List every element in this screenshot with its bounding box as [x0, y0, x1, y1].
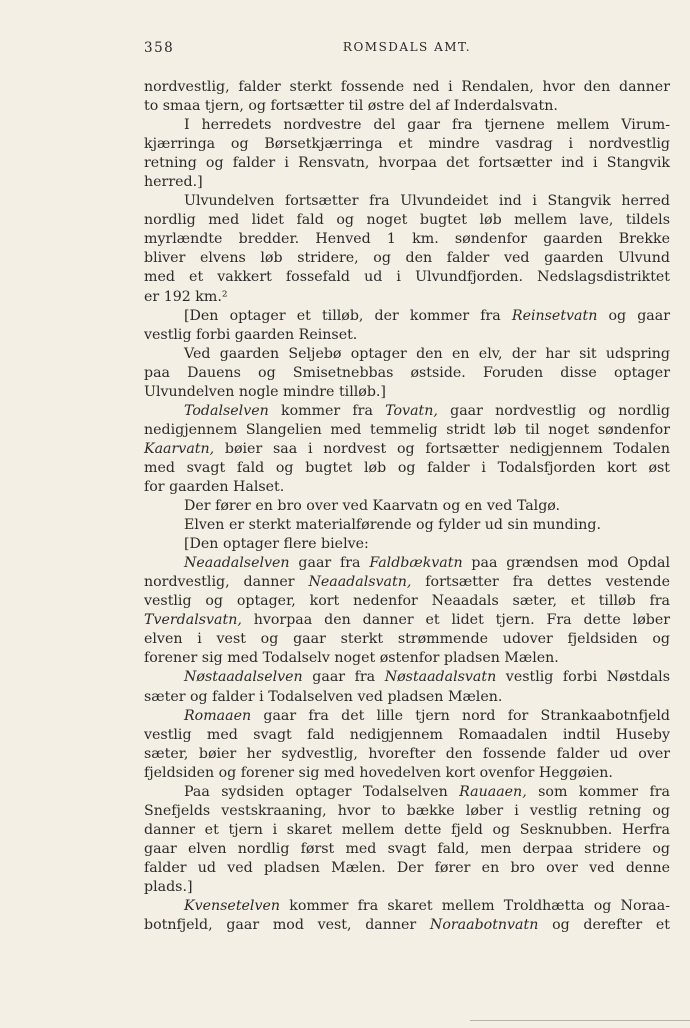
text-line [144, 440, 670, 459]
page-number: 358 [144, 40, 175, 56]
text-run: og gaar [597, 307, 670, 324]
text-line [144, 135, 670, 154]
text-line [144, 859, 670, 878]
text-run: kommer fra [268, 402, 386, 419]
text-line [144, 840, 670, 859]
running-title: ROMSDALS AMT. [342, 40, 472, 54]
italic-name: Nøstaadalsvatn [384, 669, 497, 686]
text-run: og derefter et [538, 917, 670, 934]
text-run: Elven er sterkt materialførende og fylder ud sin munding. [184, 517, 602, 534]
text-run: sæter og falder i Todalselven ved pladsen Mælen. [144, 688, 503, 705]
text-run: Snefjelds vestskraaning, hvor to bække løber i vestlig retning og [144, 802, 670, 819]
text-run: for gaarden Halset. [144, 478, 285, 495]
italic-name: Kaarvatn, [144, 440, 215, 457]
text-line [144, 630, 670, 649]
text-run: to smaa tjern, og fortsætter til østre del af Inderdalsvatn. [144, 98, 558, 115]
text-run: kommer fra skaret mellem Troldhætta og Noraa- [280, 898, 670, 915]
text-run: vestlig forbi Nøstdals [496, 669, 670, 686]
text-run: herred.] [144, 174, 203, 191]
text-run: gaar elven nordlig først med svagt fald, men derpaa stridere og [144, 840, 670, 857]
text-run: paa grændsen mod Opdal [462, 555, 670, 572]
text-line [144, 554, 670, 573]
text-run: paa Dauens og Smisetnebbas østside. Foruden disse optager [144, 364, 670, 381]
text-line [144, 726, 670, 745]
text-line [144, 649, 670, 668]
text-run: gaar nordvestlig og nordlig [437, 402, 670, 419]
text-line [144, 383, 670, 402]
italic-name: Tverdalsvatn, [144, 612, 242, 629]
text-run: falder ud ved pladsen Mælen. Der fører en bro over ved denne [144, 859, 670, 876]
italic-name: Rauaaen, [459, 783, 527, 800]
text-line [144, 116, 670, 135]
text-run: Der fører en bro over ved Kaarvatn og en ved Talgø. [184, 498, 561, 515]
text-line [144, 402, 670, 421]
text-run: botnfjeld, gaar mod vest, danner [144, 917, 430, 934]
body-text [144, 78, 670, 935]
text-run: [Den optager flere bielve: [184, 536, 369, 553]
text-run: nordvestlig, danner [144, 574, 309, 591]
text-run: med et vakkert fossefald ud i Ulvundfjorden. Nedslagsdistriktet [144, 269, 670, 286]
text-line [144, 211, 670, 230]
text-line [144, 916, 670, 935]
text-line [144, 230, 670, 249]
italic-name: Nøstaadalselven [184, 669, 303, 686]
text-line [144, 745, 670, 764]
text-run: Ved gaarden Seljebø optager den en elv, der har sit udspring [184, 345, 670, 362]
text-line [144, 573, 670, 592]
text-run: kjærringa og Børsetkjærringa et mindre vasdrag i nordvestlig [144, 136, 670, 153]
text-run: nordlig med lidet fald og noget bugtet løb mellem lave, tildels [144, 212, 670, 229]
italic-name: Todalselven [184, 402, 269, 419]
text-line [144, 173, 670, 192]
text-run: Paa sydsiden optager Todalselven [184, 783, 460, 800]
text-line [144, 802, 670, 821]
text-run: hvorpaa den danner et lidet tjern. Fra dette løber [241, 612, 670, 629]
page-header [144, 40, 670, 60]
text-line [144, 707, 670, 726]
text-run: Ulvundelven nogle mindre tilløb.] [144, 383, 386, 400]
text-line [144, 668, 670, 687]
text-line [144, 535, 670, 554]
text-line [144, 249, 670, 268]
text-line [144, 897, 670, 916]
text-run: bøier saa i nordvest og fortsætter nedigjennem Todalen [214, 440, 670, 457]
text-line [144, 478, 670, 497]
italic-name: Tovatn, [385, 402, 438, 419]
text-line [144, 326, 670, 345]
text-run: forener sig med Todalselv noget østenfor pladsen Mælen. [144, 650, 559, 667]
text-run: nedigjennem Slangelien med temmelig stridt løb til noget søndenfor [144, 421, 670, 438]
text-line [144, 516, 670, 535]
italic-name: Romaaen [184, 707, 252, 724]
text-run: vestlig og optager, kort nedenfor Neaadals sæter, et tilløb fra [144, 593, 670, 610]
text-line [144, 764, 670, 783]
text-line [144, 307, 670, 326]
text-run: som kommer fra [526, 783, 670, 800]
text-run: gaar fra [302, 669, 385, 686]
text-run: elven i vest og gaar sterkt strømmende udover fjeldsiden og [144, 631, 670, 648]
text-run: gaar fra [289, 555, 370, 572]
text-run: plads.] [144, 878, 193, 895]
text-line [144, 688, 670, 707]
italic-name: Faldbækvatn [369, 555, 463, 572]
text-line [144, 268, 670, 287]
text-line [144, 611, 670, 630]
text-line [144, 192, 670, 211]
text-run: gaar fra det lille tjern nord for Strankaabotnfjeld [251, 707, 670, 724]
text-run: sæter, bøier her sydvestlig, hvorefter den fossende falder ud over [144, 745, 670, 762]
italic-name: Neaadalsvatn, [308, 574, 412, 591]
text-run: er 192 km.² [144, 288, 228, 305]
text-run: vestlig forbi gaarden Reinset. [144, 326, 358, 343]
text-line [144, 592, 670, 611]
text-run: med svagt fald og bugtet løb og falder i Todalsfjorden kort øst [144, 459, 670, 476]
text-line [144, 364, 670, 383]
edge-rule [470, 1020, 690, 1021]
text-line [144, 821, 670, 840]
text-run: vestlig med svagt fald nedigjennem Romaadalen indtil Huseby [144, 726, 670, 743]
text-run: nordvestlig, falder sterkt fossende ned i Rendalen, hvor den danner [144, 79, 670, 95]
text-line [144, 421, 670, 440]
text-run: danner et tjern i skaret mellem dette fjeld og Sesknubben. Herfra [144, 821, 670, 838]
text-run: retning og falder i Rensvatn, hvorpaa det fortsætter ind i Stangvik [144, 155, 670, 172]
text-line [144, 97, 670, 116]
text-line [144, 783, 670, 802]
text-line [144, 459, 670, 478]
text-run: bliver elvens løb stridere, og den falder ved gaarden Ulvund [144, 250, 670, 267]
italic-name: Neaadalselven [184, 555, 290, 572]
text-run: [Den optager et tilløb, der kommer fra [184, 307, 512, 324]
text-line [144, 288, 670, 307]
text-run: Ulvundelven fortsætter fra Ulvundeidet ind i Stangvik herred [184, 193, 670, 210]
text-run: fortsætter fra dettes vestende [411, 574, 670, 591]
italic-name: Noraabotnvatn [429, 917, 539, 934]
text-run: myrlændte bredder. Henved 1 km. søndenfor gaarden Brekke [144, 231, 670, 248]
text-run: I herredets nordvestre del gaar fra tjernene mellem Virum- [184, 117, 670, 134]
text-line [144, 78, 670, 97]
text-line [144, 497, 670, 516]
italic-name: Reinsetvatn [511, 307, 598, 324]
text-line [144, 345, 670, 364]
text-run: fjeldsiden og forener sig med hovedelven kort ovenfor Heggøien. [144, 764, 613, 781]
text-line [144, 878, 670, 897]
text-line [144, 154, 670, 173]
italic-name: Kvensetelven [184, 898, 281, 915]
